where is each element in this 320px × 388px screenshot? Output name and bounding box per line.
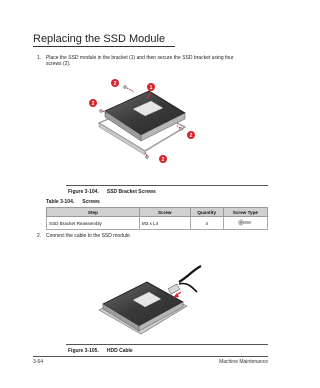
- cell-screw: M3 x L4: [139, 217, 190, 230]
- table-header-row: [47, 208, 268, 217]
- figure-2-rule: [66, 344, 268, 345]
- page-title: Replacing the SSD Module: [33, 33, 166, 45]
- step-2-number: 2.: [37, 233, 42, 239]
- column-header-screw-type: Screw Type: [223, 208, 267, 217]
- table-row: [47, 217, 268, 230]
- svg-text:1: 1: [149, 84, 153, 91]
- cell-screw-type: [223, 217, 267, 230]
- svg-text:2: 2: [161, 156, 165, 163]
- ssd-bracket-figure: [85, 75, 205, 175]
- cell-step: SSD Bracket Reassembly: [47, 217, 140, 230]
- step-1-text: Place the SSD module in the bracket (1) and then secure the SSD bracket using four screws (2).: [46, 55, 234, 68]
- svg-text:2: 2: [91, 100, 95, 107]
- callout-1: [147, 83, 155, 91]
- callout-2: [187, 131, 195, 139]
- callout-2: [89, 99, 97, 107]
- step-1: [37, 55, 257, 69]
- screw: [124, 86, 127, 89]
- hdd-cable-tail: [179, 283, 197, 292]
- table-title: Screws: [82, 199, 100, 205]
- step-2: [37, 233, 257, 240]
- column-header-step: Step: [47, 208, 140, 217]
- title-divider: [33, 46, 175, 47]
- figure-1-caption: [68, 189, 156, 195]
- figure-1-title: SSD Bracket Screws: [106, 189, 156, 195]
- svg-text:2: 2: [189, 132, 193, 139]
- table-label: Table 3-104.: [46, 199, 75, 205]
- screw-icon: [238, 219, 252, 226]
- cell-quantity: 4: [190, 217, 223, 230]
- table-caption: [46, 199, 100, 205]
- step-2-text: Connect the cable to the SSD module.: [46, 233, 132, 239]
- footer-divider: [33, 356, 268, 357]
- hdd-cable-figure: [93, 252, 205, 342]
- footer-section: Machine Maintenance: [219, 359, 268, 365]
- page-number: 3-64: [33, 359, 44, 365]
- callout-2: [159, 155, 167, 163]
- figure-2-title: HDD Cable: [106, 348, 133, 354]
- screws-table: [46, 207, 268, 230]
- figure-2-caption: [68, 348, 133, 354]
- figure-1-label: Figure 3-104.: [68, 189, 99, 195]
- column-header-quantity: Quantity: [190, 208, 223, 217]
- hdd-cable: [179, 266, 201, 282]
- figure-2-label: Figure 3-105.: [68, 348, 99, 354]
- callout-2: [111, 79, 119, 87]
- svg-text:2: 2: [113, 80, 117, 87]
- cable-connector: [168, 284, 180, 294]
- step-1-number: 1.: [37, 55, 42, 61]
- screw: [100, 110, 103, 113]
- column-header-screw: Screw: [139, 208, 190, 217]
- figure-1-rule: [66, 185, 268, 186]
